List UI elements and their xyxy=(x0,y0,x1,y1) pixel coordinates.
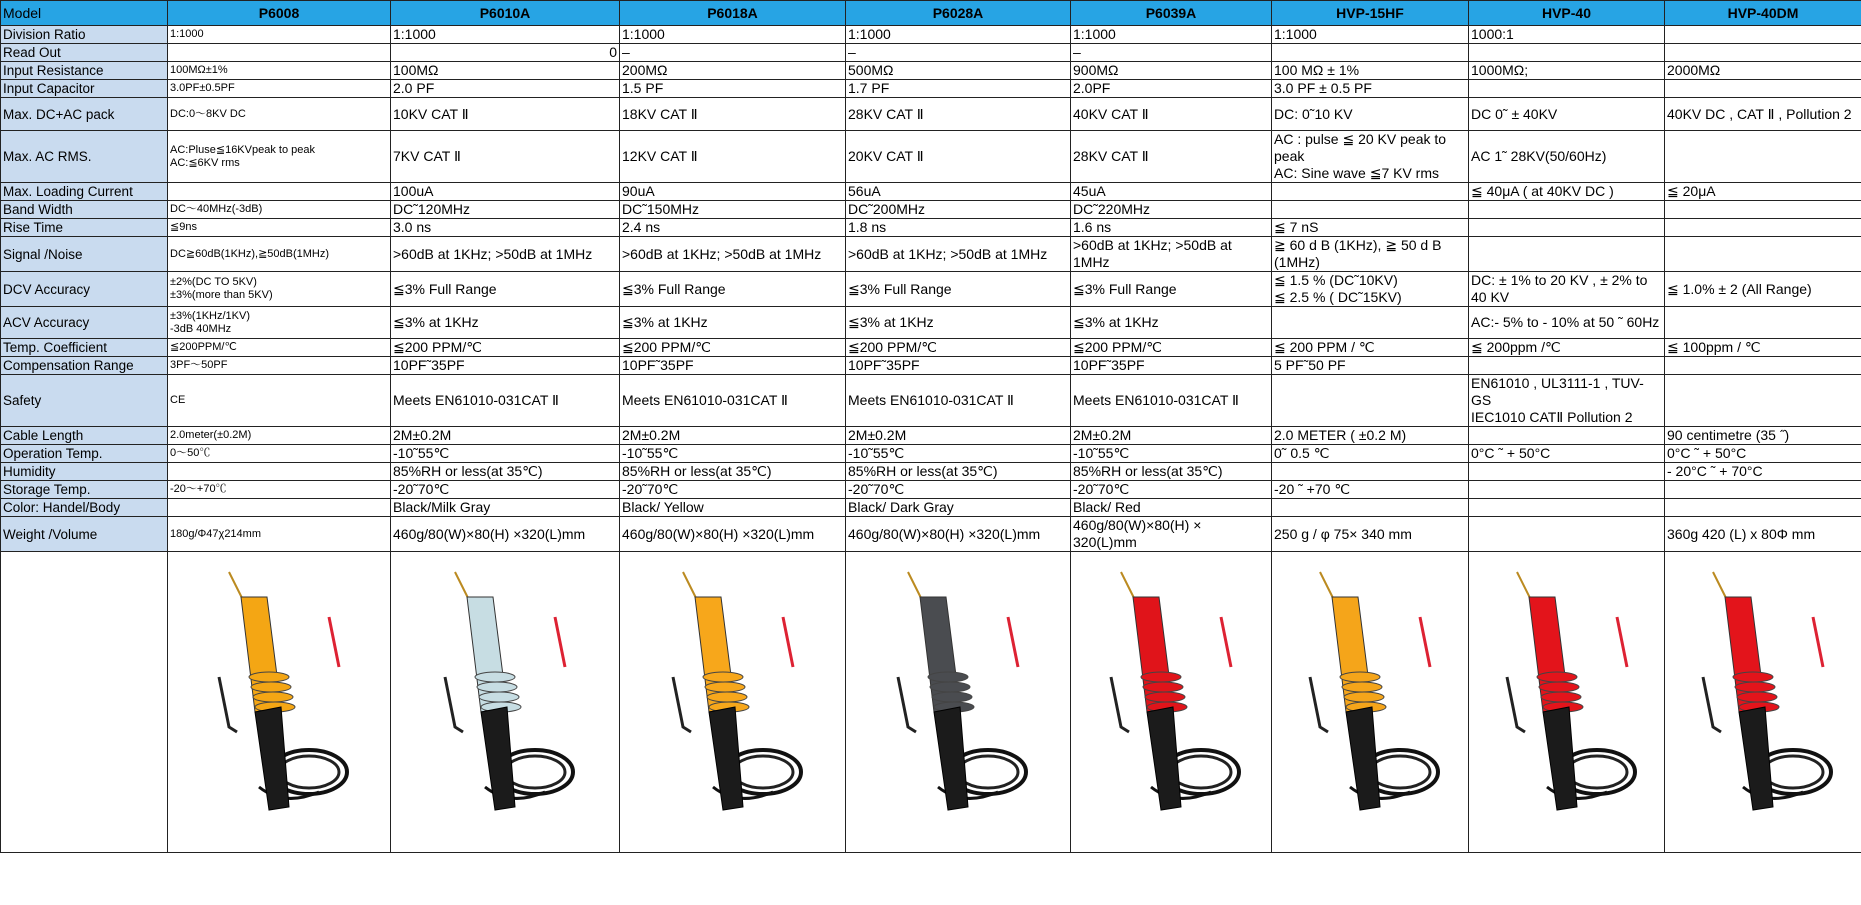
row-label: Rise Time xyxy=(1,219,168,237)
spec-row xyxy=(1,237,1861,272)
spec-cell xyxy=(1469,219,1665,237)
spec-cell xyxy=(1469,44,1665,62)
spec-cell: 18KV CAT Ⅱ xyxy=(620,98,846,131)
row-label: Temp. Coefficient xyxy=(1,339,168,357)
spec-cell: ≦ 1.5 % (DC˜10KV) ≦ 2.5 % ( DC˜15KV) xyxy=(1272,272,1469,307)
probe-image-cell xyxy=(168,552,391,853)
model-header: P6008 xyxy=(168,1,391,26)
spec-cell: 900MΩ xyxy=(1071,62,1272,80)
spec-cell: – xyxy=(620,44,846,62)
spec-cell xyxy=(1469,517,1665,552)
model-header: P6018A xyxy=(620,1,846,26)
spec-cell: 1000MΩ; xyxy=(1469,62,1665,80)
spec-cell xyxy=(1665,307,1861,339)
spec-cell: 28KV CAT Ⅱ xyxy=(846,98,1071,131)
spec-cell: 5 PF˜50 PF xyxy=(1272,357,1469,375)
spec-cell: ≦ 200 PPM / ℃ xyxy=(1272,339,1469,357)
spec-cell: 85%RH or less(at 35℃) xyxy=(391,463,620,481)
spec-cell: ≧ 60 d B (1KHz), ≧ 50 d B (1MHz) xyxy=(1272,237,1469,272)
spec-cell: >60dB at 1KHz; >50dB at 1MHz xyxy=(620,237,846,272)
spec-cell xyxy=(1469,463,1665,481)
spec-cell xyxy=(1272,183,1469,201)
spec-cell: 500MΩ xyxy=(846,62,1071,80)
spec-cell xyxy=(1272,201,1469,219)
row-label: Weight /Volume xyxy=(1,517,168,552)
spec-cell: EN61010 , UL3111-1 , TUV-GS IEC1010 CATⅡ Pollution 2 xyxy=(1469,375,1665,427)
spec-cell: 0°C ˜ + 50°C xyxy=(1665,445,1861,463)
spec-cell: 1:1000 xyxy=(1272,26,1469,44)
spec-cell: 90uA xyxy=(620,183,846,201)
spec-cell: 1:1000 xyxy=(391,26,620,44)
spec-cell: ≦200PPM/℃ xyxy=(168,339,391,357)
spec-cell: AC:- 5% to - 10% at 50 ˜ 60Hz xyxy=(1469,307,1665,339)
spec-row xyxy=(1,445,1861,463)
spec-cell: DC～40MHz(-3dB) xyxy=(168,201,391,219)
spec-cell xyxy=(1665,44,1861,62)
spec-cell: 2.0meter(±0.2M) xyxy=(168,427,391,445)
spec-row xyxy=(1,339,1861,357)
spec-cell xyxy=(1665,499,1861,517)
spec-cell: ≦ 20μA xyxy=(1665,183,1861,201)
spec-cell: 180g/Φ47χ214mm xyxy=(168,517,391,552)
spec-row xyxy=(1,201,1861,219)
spec-cell xyxy=(1469,499,1665,517)
spec-row xyxy=(1,62,1861,80)
spec-cell xyxy=(1665,481,1861,499)
spec-cell: AC : pulse ≦ 20 KV peak to peak AC: Sine wave ≦7 KV rms xyxy=(1272,131,1469,183)
spec-cell xyxy=(1665,375,1861,427)
spec-cell: ≦200 PPM/℃ xyxy=(391,339,620,357)
probe-image xyxy=(1081,557,1261,847)
spec-cell: 56uA xyxy=(846,183,1071,201)
spec-cell: DC≧60dB(1KHz),≧50dB(1MHz) xyxy=(168,237,391,272)
spec-cell: 100MΩ xyxy=(391,62,620,80)
spec-cell: 85%RH or less(at 35℃) xyxy=(1071,463,1272,481)
row-label: Operation Temp. xyxy=(1,445,168,463)
row-label: Division Ratio xyxy=(1,26,168,44)
model-header: HVP-40 xyxy=(1469,1,1665,26)
spec-row xyxy=(1,307,1861,339)
row-label: Band Width xyxy=(1,201,168,219)
spec-cell: 2M±0.2M xyxy=(391,427,620,445)
spec-row xyxy=(1,499,1861,517)
spec-cell xyxy=(168,44,391,62)
spec-cell: - 20°C ˜ + 70°C xyxy=(1665,463,1861,481)
probe-image-cell xyxy=(391,552,620,853)
model-header: HVP-15HF xyxy=(1272,1,1469,26)
spec-cell: 10PF˜35PF xyxy=(620,357,846,375)
probe-image xyxy=(1673,557,1853,847)
row-label: Input Resistance xyxy=(1,62,168,80)
spec-row xyxy=(1,131,1861,183)
spec-cell: 0˜ 0.5 ℃ xyxy=(1272,445,1469,463)
spec-cell: 460g/80(W)×80(H) ×320(L)mm xyxy=(620,517,846,552)
header-label: Model xyxy=(1,1,168,26)
spec-cell xyxy=(1272,375,1469,427)
spec-cell: 1.7 PF xyxy=(846,80,1071,98)
model-header: P6028A xyxy=(846,1,1071,26)
row-label: Compensation Range xyxy=(1,357,168,375)
spec-cell: 10PF˜35PF xyxy=(391,357,620,375)
spec-cell: ≦200 PPM/℃ xyxy=(1071,339,1272,357)
spec-cell: 2.4 ns xyxy=(620,219,846,237)
spec-cell: 1:1000 xyxy=(168,26,391,44)
spec-cell: 1:1000 xyxy=(620,26,846,44)
spec-cell xyxy=(1272,44,1469,62)
spec-cell: DC 0˜ ± 40KV xyxy=(1469,98,1665,131)
spec-cell: 460g/80(W)×80(H) ×320(L)mm xyxy=(391,517,620,552)
spec-cell: Black/ Yellow xyxy=(620,499,846,517)
spec-cell: 40KV CAT Ⅱ xyxy=(1071,98,1272,131)
row-label: Read Out xyxy=(1,44,168,62)
probe-image xyxy=(868,557,1048,847)
spec-cell: – xyxy=(846,44,1071,62)
spec-cell xyxy=(1469,357,1665,375)
spec-cell xyxy=(1469,237,1665,272)
spec-cell: ≦ 200ppm /℃ xyxy=(1469,339,1665,357)
spec-cell xyxy=(1665,26,1861,44)
spec-cell: ≦200 PPM/℃ xyxy=(620,339,846,357)
spec-cell: Meets EN61010-031CAT Ⅱ xyxy=(846,375,1071,427)
row-label: ACV Accuracy xyxy=(1,307,168,339)
spec-row xyxy=(1,357,1861,375)
spec-cell: DC˜220MHz xyxy=(1071,201,1272,219)
spec-row xyxy=(1,219,1861,237)
spec-cell: 2.0 METER ( ±0.2 M) xyxy=(1272,427,1469,445)
spec-cell: Meets EN61010-031CAT Ⅱ xyxy=(391,375,620,427)
spec-row xyxy=(1,517,1861,552)
spec-cell xyxy=(168,183,391,201)
probe-image xyxy=(643,557,823,847)
spec-cell: 7KV CAT Ⅱ xyxy=(391,131,620,183)
spec-cell: ≦3% Full Range xyxy=(1071,272,1272,307)
model-header: P6039A xyxy=(1071,1,1272,26)
spec-cell xyxy=(1665,201,1861,219)
spec-row xyxy=(1,427,1861,445)
row-label: Max. AC RMS. xyxy=(1,131,168,183)
spec-cell: -10˜55℃ xyxy=(846,445,1071,463)
spec-cell: ≦ 40μA ( at 40KV DC ) xyxy=(1469,183,1665,201)
spec-row xyxy=(1,481,1861,499)
spec-cell: 0 xyxy=(391,44,620,62)
spec-cell xyxy=(1469,201,1665,219)
row-label: Safety xyxy=(1,375,168,427)
header-row xyxy=(1,1,1861,26)
spec-row xyxy=(1,272,1861,307)
model-header: P6010A xyxy=(391,1,620,26)
spec-cell: 100 MΩ ± 1% xyxy=(1272,62,1469,80)
spec-cell: -20˜70℃ xyxy=(620,481,846,499)
spec-row xyxy=(1,80,1861,98)
row-label: Max. Loading Current xyxy=(1,183,168,201)
spec-cell: 250 g / φ 75× 340 mm xyxy=(1272,517,1469,552)
spec-cell: AC:Pluse≦16KVpeak to peak AC:≦6KV rms xyxy=(168,131,391,183)
spec-cell: ≦9ns xyxy=(168,219,391,237)
row-label: DCV Accuracy xyxy=(1,272,168,307)
spec-cell: – xyxy=(1071,44,1272,62)
probe-image xyxy=(1280,557,1460,847)
spec-cell: 360g 420 (L) x 80Φ mm xyxy=(1665,517,1861,552)
spec-cell: -20˜70℃ xyxy=(391,481,620,499)
spec-cell: 3.0 PF ± 0.5 PF xyxy=(1272,80,1469,98)
spec-cell: Meets EN61010-031CAT Ⅱ xyxy=(620,375,846,427)
spec-cell xyxy=(1272,307,1469,339)
spec-cell: 1:1000 xyxy=(1071,26,1272,44)
spec-cell: 1000:1 xyxy=(1469,26,1665,44)
spec-cell: DC:0～8KV DC xyxy=(168,98,391,131)
spec-row xyxy=(1,183,1861,201)
image-row-label xyxy=(1,552,168,853)
spec-cell: 2M±0.2M xyxy=(1071,427,1272,445)
model-header: HVP-40DM xyxy=(1665,1,1861,26)
spec-cell: 0°C ˜ + 50°C xyxy=(1469,445,1665,463)
spec-cell: -10˜55℃ xyxy=(1071,445,1272,463)
spec-cell: 100MΩ±1% xyxy=(168,62,391,80)
spec-cell: DC˜200MHz xyxy=(846,201,1071,219)
spec-cell: 10PF˜35PF xyxy=(1071,357,1272,375)
spec-cell xyxy=(168,463,391,481)
spec-cell: -20 ˜ +70 ℃ xyxy=(1272,481,1469,499)
spec-cell xyxy=(1272,499,1469,517)
spec-cell: 85%RH or less(at 35℃) xyxy=(846,463,1071,481)
probe-image-cell xyxy=(1469,552,1665,853)
spec-cell: ≦3% at 1KHz xyxy=(846,307,1071,339)
probe-image-cell xyxy=(620,552,846,853)
spec-cell: DC: 0˜10 KV xyxy=(1272,98,1469,131)
spec-cell: Meets EN61010-031CAT Ⅱ xyxy=(1071,375,1272,427)
spec-cell: ±2%(DC TO 5KV) ±3%(more than 5KV) xyxy=(168,272,391,307)
spec-cell: DC: ± 1% to 20 KV , ± 2% to 40 KV xyxy=(1469,272,1665,307)
spec-cell xyxy=(1469,481,1665,499)
spec-cell: 2.0PF xyxy=(1071,80,1272,98)
spec-cell xyxy=(1272,463,1469,481)
spec-cell: ≦ 7 nS xyxy=(1272,219,1469,237)
spec-cell: ≦200 PPM/℃ xyxy=(846,339,1071,357)
spec-cell xyxy=(1665,131,1861,183)
probe-image-cell xyxy=(1272,552,1469,853)
probe-image xyxy=(415,557,595,847)
spec-cell: -20～+70℃ xyxy=(168,481,391,499)
probe-image xyxy=(189,557,369,847)
spec-row xyxy=(1,463,1861,481)
row-label: Humidity xyxy=(1,463,168,481)
spec-cell: ≦3% at 1KHz xyxy=(391,307,620,339)
probe-image-cell xyxy=(1071,552,1272,853)
spec-cell: 1:1000 xyxy=(846,26,1071,44)
spec-cell xyxy=(1665,80,1861,98)
spec-cell: 1.6 ns xyxy=(1071,219,1272,237)
spec-cell: 3.0PF±0.5PF xyxy=(168,80,391,98)
spec-cell: -20˜70℃ xyxy=(1071,481,1272,499)
spec-cell xyxy=(1469,80,1665,98)
probe-image-cell xyxy=(846,552,1071,853)
spec-cell: ≦ 100ppm / ℃ xyxy=(1665,339,1861,357)
spec-cell: 10KV CAT Ⅱ xyxy=(391,98,620,131)
spec-cell: 45uA xyxy=(1071,183,1272,201)
spec-cell: 460g/80(W)×80(H) × 320(L)mm xyxy=(1071,517,1272,552)
spec-cell: -20˜70℃ xyxy=(846,481,1071,499)
spec-cell: 2000MΩ xyxy=(1665,62,1861,80)
spec-cell: -10˜55℃ xyxy=(391,445,620,463)
spec-cell: Black/ Dark Gray xyxy=(846,499,1071,517)
row-label: Signal /Noise xyxy=(1,237,168,272)
spec-row xyxy=(1,98,1861,131)
spec-cell: DC˜150MHz xyxy=(620,201,846,219)
spec-cell: 3PF～50PF xyxy=(168,357,391,375)
probe-image-cell xyxy=(1665,552,1861,853)
probe-image xyxy=(1477,557,1657,847)
spec-cell: 200MΩ xyxy=(620,62,846,80)
spec-cell: DC˜120MHz xyxy=(391,201,620,219)
spec-cell: AC 1˜ 28KV(50/60Hz) xyxy=(1469,131,1665,183)
spec-cell xyxy=(1665,219,1861,237)
spec-cell: ≦3% at 1KHz xyxy=(620,307,846,339)
spec-cell: Black/ Red xyxy=(1071,499,1272,517)
spec-cell: ≦3% Full Range xyxy=(846,272,1071,307)
spec-cell: ≦3% Full Range xyxy=(620,272,846,307)
spec-cell: ≦3% at 1KHz xyxy=(1071,307,1272,339)
spec-row xyxy=(1,375,1861,427)
spec-cell: 1.8 ns xyxy=(846,219,1071,237)
spec-cell: 40KV DC , CAT Ⅱ , Pollution 2 xyxy=(1665,98,1861,131)
spec-cell: 2.0 PF xyxy=(391,80,620,98)
spec-cell: 85%RH or less(at 35℃) xyxy=(620,463,846,481)
row-label: Cable Length xyxy=(1,427,168,445)
spec-cell: >60dB at 1KHz; >50dB at 1MHz xyxy=(846,237,1071,272)
row-label: Storage Temp. xyxy=(1,481,168,499)
spec-cell: 28KV CAT Ⅱ xyxy=(1071,131,1272,183)
spec-cell: -10˜55℃ xyxy=(620,445,846,463)
spec-row xyxy=(1,26,1861,44)
spec-cell xyxy=(1469,427,1665,445)
spec-cell: 0～50℃ xyxy=(168,445,391,463)
spec-body xyxy=(1,26,1861,853)
row-label: Color: Handel/Body xyxy=(1,499,168,517)
spec-cell: 20KV CAT Ⅱ xyxy=(846,131,1071,183)
spec-cell: 100uA xyxy=(391,183,620,201)
spec-cell xyxy=(1665,357,1861,375)
spec-cell: >60dB at 1KHz; >50dB at 1MHz xyxy=(391,237,620,272)
spec-cell: 460g/80(W)×80(H) ×320(L)mm xyxy=(846,517,1071,552)
spec-cell: ±3%(1KHz/1KV) -3dB 40MHz xyxy=(168,307,391,339)
spec-cell xyxy=(1665,237,1861,272)
spec-cell: >60dB at 1KHz; >50dB at 1MHz xyxy=(1071,237,1272,272)
spec-cell: ≦3% Full Range xyxy=(391,272,620,307)
probe-image-row xyxy=(1,552,1861,853)
spec-cell: 2M±0.2M xyxy=(846,427,1071,445)
row-label: Input Capacitor xyxy=(1,80,168,98)
spec-row xyxy=(1,44,1861,62)
spec-cell: Black/Milk Gray xyxy=(391,499,620,517)
spec-cell: 90 centimetre (35 ˝) xyxy=(1665,427,1861,445)
spec-cell: CE xyxy=(168,375,391,427)
spec-cell: 3.0 ns xyxy=(391,219,620,237)
spec-cell: 10PF˜35PF xyxy=(846,357,1071,375)
spec-cell: ≦ 1.0% ± 2 (All Range) xyxy=(1665,272,1861,307)
spec-cell: 2M±0.2M xyxy=(620,427,846,445)
spec-cell: 1.5 PF xyxy=(620,80,846,98)
spec-cell: 12KV CAT Ⅱ xyxy=(620,131,846,183)
row-label: Max. DC+AC pack xyxy=(1,98,168,131)
spec-cell xyxy=(168,499,391,517)
